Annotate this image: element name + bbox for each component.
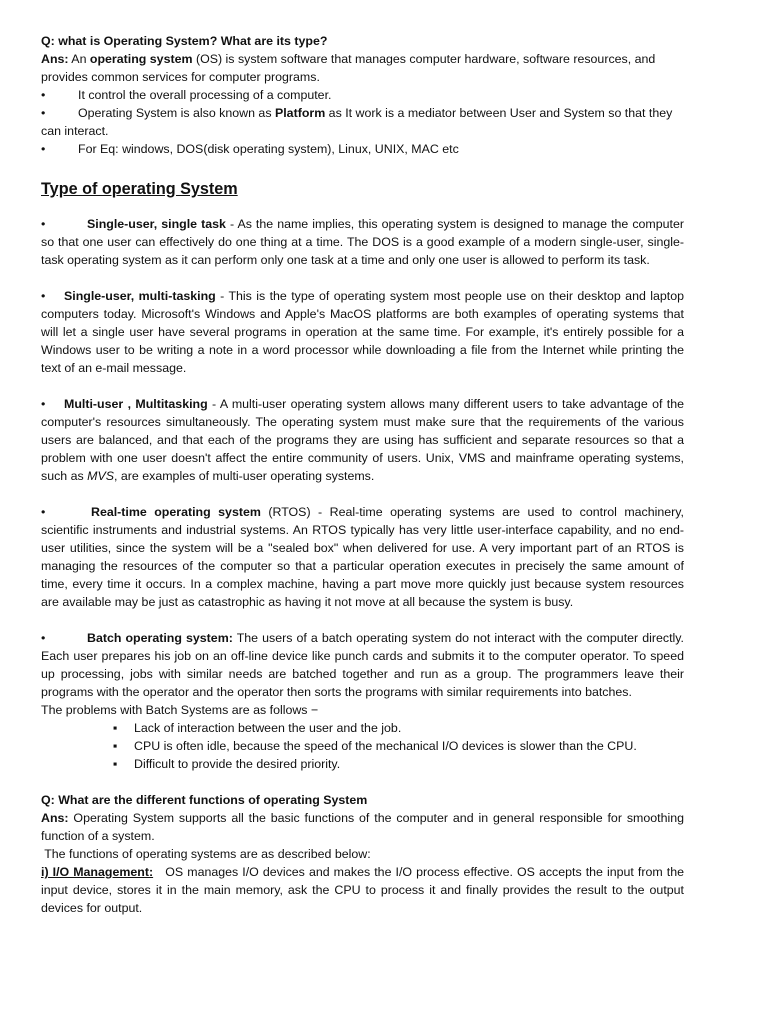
bullet-icon: • [41,631,46,645]
bullet-icon: • [41,217,46,231]
question-1: Q: what is Operating System? What are its type? [41,34,328,48]
square-bullet-icon: ▪ [113,721,118,735]
os-type-batch: • Batch operating system: The users of a batch operating system do not interact with the computer directly. Each user prepares his job on an off-line device like punch cards and submits it to the computer operator. To speed up processing, jobs with similar needs are batched together and run as a group. The programmers leave their programs with the operator and the operator then sorts the programs with similar requirements into batches. [41,631,684,699]
list-item: ▪ Difficult to provide the desired priority. [113,757,341,771]
question-2: Q: What are the different functions of operating System [41,793,368,807]
bullet-icon: • [41,106,46,120]
square-bullet-icon: ▪ [113,739,118,753]
os-type-single-user-single-task: • Single-user, single task - As the name implies, this operating system is designed to manage the computer so that one user can effectively do one thing at a time. The DOS is a good example of a modern single-user, single-task operating system as it can perform only one task at a time and only one user is allowed to perform its task. [41,217,684,267]
functions-intro: The functions of operating systems are as described below: [41,847,371,861]
square-bullet-icon: ▪ [113,757,118,771]
os-type-single-user-multi-tasking: • Single-user, multi-tasking - This is the type of operating system most people use on their desktop and laptop computers today. Microsoft's Windows and Apple's MacOS platforms are both examples of operating systems that will let a single user have several programs in operation at the same time. For example, it's entirely possible for a Windows user to be writing a note in a word processor while downloading a file from the Internet while printing the text of an e-mail message. [41,289,685,375]
answer-1: Ans: An operating system (OS) is system software that manages computer hardware, software resources, and provides common services for computer programs. [41,52,656,84]
list-item: ▪ CPU is often idle, because the speed of the mechanical I/O devices is slower than the CPU. [113,739,637,753]
io-management: i) I/O Management: OS manages I/O devices and makes the I/O process effective. OS accepts the input from the input device, stores it in the main memory, ask the CPU to process it and finally provides the result to the output devices for output. [41,865,688,915]
bullet-icon: • [41,142,46,156]
problems-intro: The problems with Batch Systems are as follows − [41,703,319,717]
bullet-icon: • [41,289,46,303]
section-heading: Type of operating System [41,180,238,198]
list-item: • Operating System is also known as Platform as It work is a mediator between User and System so that they can interact. [41,106,673,138]
bullet-icon: • [41,397,46,411]
os-type-multi-user-multitasking: • Multi-user , Multitasking - A multi-user operating system allows many different users to take advantage of the computer's resources simultaneously. The operating system must make sure that the requirements of the various users are balanced, and that each of the programs they are using has sufficient and separate resources so that a problem with one user doesn't affect the entire community of users. Unix, VMS and mainframe operating systems, such as MVS, are examples of multi-user operating systems. [41,397,685,483]
document-page [41,32,688,917]
bullet-icon: • [41,505,46,519]
bullet-icon: • [41,88,46,102]
list-item: ▪ Lack of interaction between the user and the job. [113,721,402,735]
answer-2: Ans: Operating System supports all the basic functions of the computer and in general responsible for smoothing function of a system. [41,811,684,843]
list-item: • For Eq: windows, DOS(disk operating system), Linux, UNIX, MAC etc [41,142,459,156]
list-item: • It control the overall processing of a computer. [41,88,332,102]
os-type-real-time: • Real-time operating system (RTOS) - Real-time operating systems are used to control machinery, scientific instruments and industrial systems. An RTOS typically has very little user-interface capability, and no end-user utilities, since the system will be a "sealed box" when delivered for use. A very important part of an RTOS is managing the resources of the computer so that a particular operation executes in precisely the same amount of time, every time it occurs. In a complex machine, having a part move more quickly just because system resources are available may be just as catastrophic as having it not move at all because the system is busy. [41,505,684,609]
